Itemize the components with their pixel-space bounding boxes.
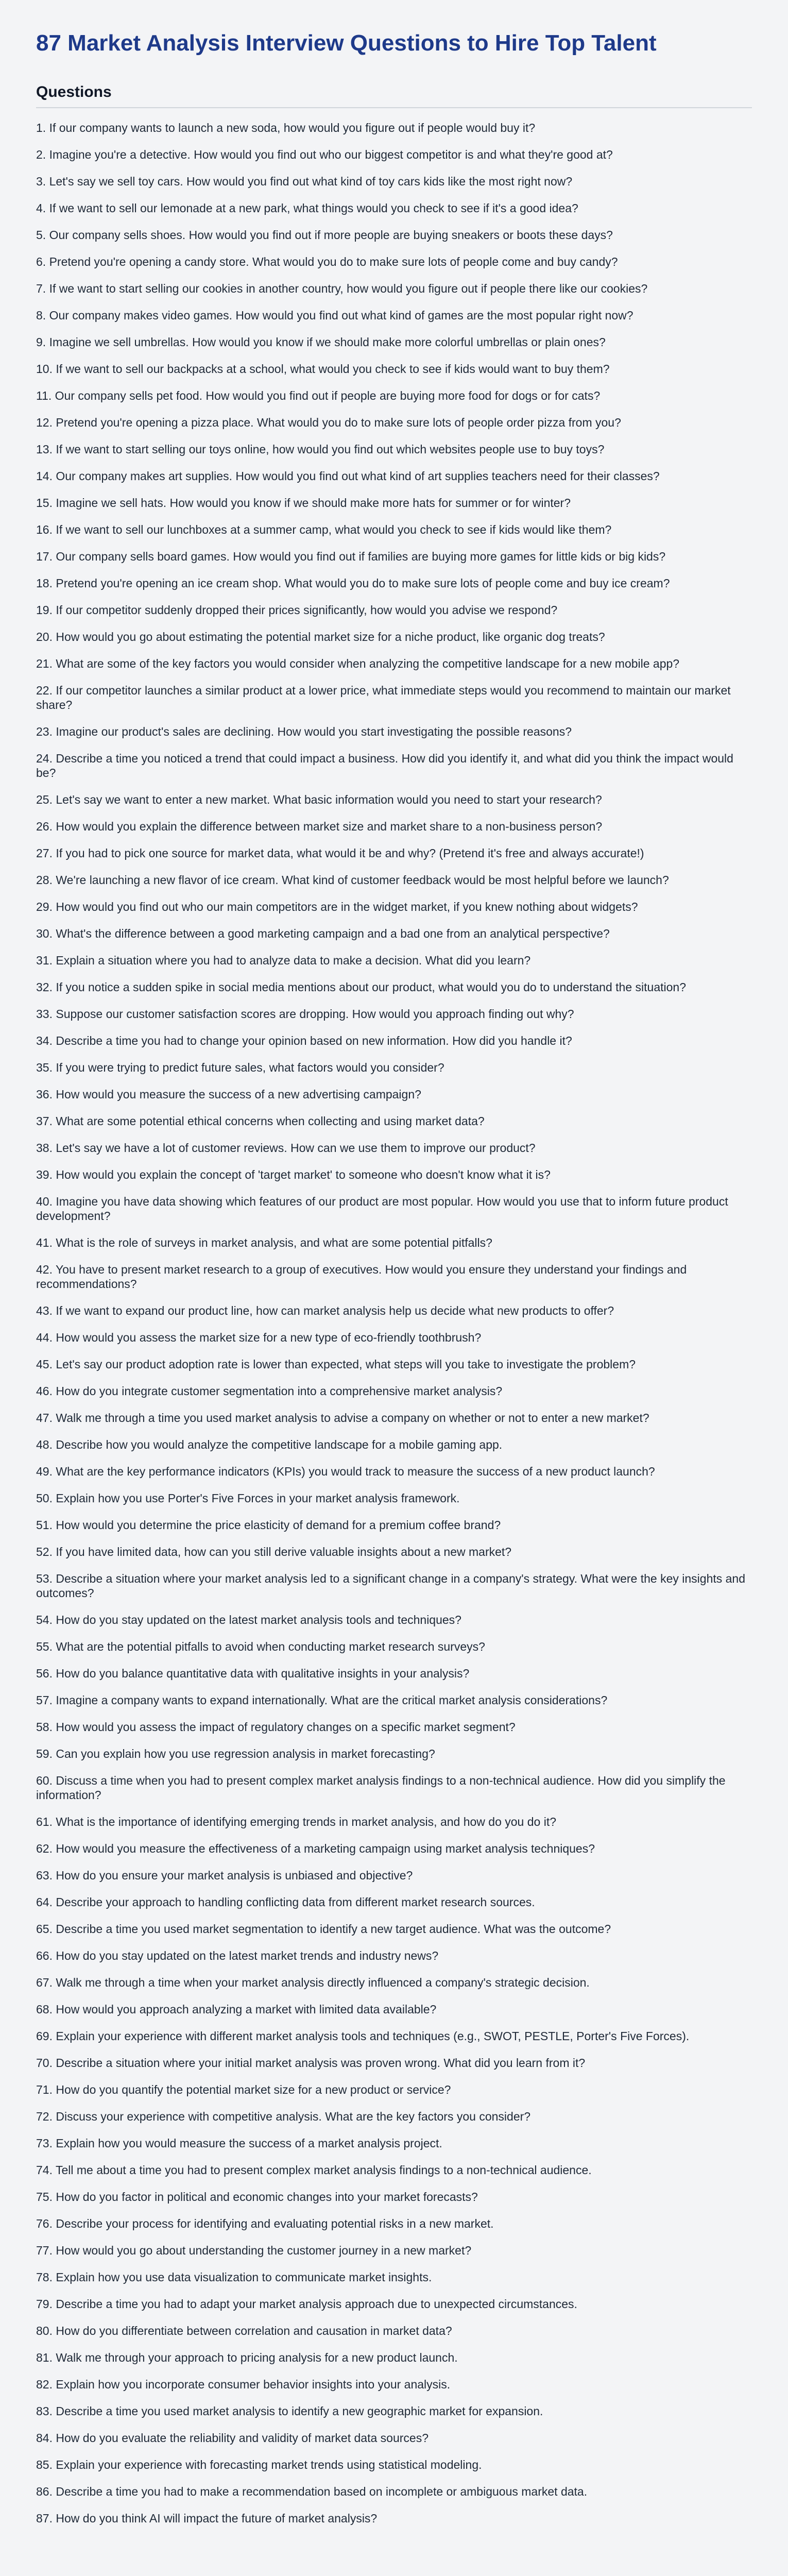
question-text: Our company sells pet food. How would you find out if people are buying more food for dogs or for cats? bbox=[55, 389, 601, 402]
question-number: 18. bbox=[36, 577, 56, 590]
question-item bbox=[36, 522, 752, 537]
question-item bbox=[36, 1545, 752, 1559]
question-number: 15. bbox=[36, 496, 56, 510]
question-number: 64. bbox=[36, 1895, 56, 1909]
question-item bbox=[36, 1007, 752, 1021]
question-item bbox=[36, 1167, 752, 1182]
question-number: 35. bbox=[36, 1061, 56, 1074]
question-number: 85. bbox=[36, 2458, 56, 2471]
questions-list bbox=[36, 121, 752, 2526]
question-number: 86. bbox=[36, 2485, 56, 2498]
question-item bbox=[36, 496, 752, 510]
question-text: Imagine our product's sales are declining. How would you start investigating the possible reasons? bbox=[56, 725, 572, 738]
question-item bbox=[36, 1868, 752, 1883]
question-number: 61. bbox=[36, 1815, 56, 1828]
question-number: 81. bbox=[36, 2351, 56, 2364]
question-number: 70. bbox=[36, 2056, 56, 2070]
question-item bbox=[36, 1087, 752, 1101]
question-text: If our competitor launches a similar product at a lower price, what immediate steps would you recommend to maintain our market share? bbox=[36, 684, 731, 711]
question-item bbox=[36, 469, 752, 483]
question-number: 6. bbox=[36, 255, 49, 268]
question-item bbox=[36, 228, 752, 242]
question-text: Let's say we want to enter a new market. What basic information would you need to start your research? bbox=[56, 793, 602, 806]
question-item bbox=[36, 1262, 752, 1291]
question-item bbox=[36, 1948, 752, 1963]
question-item bbox=[36, 1464, 752, 1479]
question-item bbox=[36, 953, 752, 968]
question-text: If our competitor suddenly dropped their prices significantly, how would you advise we respond? bbox=[56, 603, 558, 617]
question-number: 23. bbox=[36, 725, 56, 738]
question-number: 73. bbox=[36, 2137, 56, 2150]
question-number: 55. bbox=[36, 1640, 56, 1653]
question-number: 56. bbox=[36, 1667, 56, 1680]
question-number: 57. bbox=[36, 1693, 56, 1707]
question-item bbox=[36, 201, 752, 215]
question-number: 38. bbox=[36, 1141, 56, 1155]
question-number: 43. bbox=[36, 1304, 56, 1317]
question-number: 67. bbox=[36, 1976, 56, 1989]
question-item bbox=[36, 980, 752, 994]
question-number: 2. bbox=[36, 148, 49, 161]
question-number: 83. bbox=[36, 2404, 56, 2418]
question-item bbox=[36, 147, 752, 162]
question-number: 25. bbox=[36, 793, 56, 806]
question-text: If we want to sell our lunchboxes at a summer camp, what would you check to see if kids would like them? bbox=[56, 523, 612, 536]
question-number: 82. bbox=[36, 2378, 56, 2391]
question-item bbox=[36, 751, 752, 780]
question-number: 45. bbox=[36, 1358, 56, 1371]
question-number: 50. bbox=[36, 1492, 56, 1505]
question-item bbox=[36, 724, 752, 739]
question-number: 13. bbox=[36, 443, 56, 456]
question-item bbox=[36, 1815, 752, 1829]
question-item bbox=[36, 549, 752, 564]
question-number: 60. bbox=[36, 1774, 56, 1787]
question-item bbox=[36, 1033, 752, 1048]
question-text: Let's say we sell toy cars. How would you find out what kind of toy cars kids like the most right now? bbox=[49, 175, 573, 188]
question-text: If we want to expand our product line, how can market analysis help us decide what new products to offer? bbox=[56, 1304, 614, 1317]
question-number: 76. bbox=[36, 2217, 56, 2230]
question-text: How do you differentiate between correlation and causation in market data? bbox=[56, 2324, 452, 2337]
question-number: 3. bbox=[36, 175, 49, 188]
question-item bbox=[36, 1693, 752, 1707]
question-item bbox=[36, 415, 752, 430]
question-item bbox=[36, 603, 752, 617]
question-item bbox=[36, 1841, 752, 1856]
question-item bbox=[36, 683, 752, 712]
question-item bbox=[36, 1114, 752, 1128]
question-text: Let's say our product adoption rate is lower than expected, what steps will you take to investigate the problem? bbox=[56, 1358, 636, 1371]
question-text: Imagine you have data showing which features of our product are most popular. How would you use that to inform future product development? bbox=[36, 1195, 728, 1223]
question-number: 53. bbox=[36, 1572, 56, 1585]
question-number: 17. bbox=[36, 550, 56, 563]
question-text: How do you balance quantitative data with qualitative insights in your analysis? bbox=[56, 1667, 470, 1680]
question-text: What are the potential pitfalls to avoid when conducting market research surveys? bbox=[56, 1640, 485, 1653]
question-text: Walk me through a time you used market analysis to advise a company on whether or not to enter a new market? bbox=[56, 1411, 649, 1425]
question-text: Describe your process for identifying and evaluating potential risks in a new market. bbox=[56, 2217, 494, 2230]
question-item bbox=[36, 1060, 752, 1075]
question-text: What is the importance of identifying emerging trends in market analysis, and how do you do it? bbox=[56, 1815, 557, 1828]
question-number: 46. bbox=[36, 1384, 56, 1398]
question-number: 65. bbox=[36, 1922, 56, 1936]
question-number: 79. bbox=[36, 2297, 56, 2311]
question-item bbox=[36, 1330, 752, 1345]
question-text: What are the key performance indicators (KPIs) you would track to measure the success of a new product launch? bbox=[56, 1465, 655, 1478]
question-number: 71. bbox=[36, 2083, 56, 2096]
question-text: What are some potential ethical concerns when collecting and using market data? bbox=[56, 1114, 485, 1128]
question-text: How would you find out who our main competitors are in the widget market, if you knew nothing about widgets? bbox=[56, 900, 638, 913]
question-item bbox=[36, 1720, 752, 1734]
question-text: Explain how you would measure the success of a market analysis project. bbox=[56, 2137, 442, 2150]
question-text: Describe a time you had to change your opinion based on new information. How did you handle it? bbox=[56, 1034, 572, 1047]
question-text: How would you assess the market size for a new type of eco-friendly toothbrush? bbox=[56, 1331, 482, 1344]
question-text: Tell me about a time you had to present complex market analysis findings to a non-technical audience. bbox=[55, 2163, 592, 2177]
question-item bbox=[36, 576, 752, 590]
question-text: Imagine you're a detective. How would you find out who our biggest competitor is and what they're good at? bbox=[49, 148, 613, 161]
question-item bbox=[36, 1666, 752, 1681]
question-number: 1. bbox=[36, 121, 49, 134]
question-item bbox=[36, 2511, 752, 2526]
question-item bbox=[36, 900, 752, 914]
question-text: Describe a time you had to adapt your market analysis approach due to unexpected circumstances. bbox=[56, 2297, 577, 2311]
question-number: 66. bbox=[36, 1949, 56, 1962]
question-text: How would you explain the concept of 'target market' to someone who doesn't know what it is? bbox=[56, 1168, 551, 1181]
question-number: 63. bbox=[36, 1869, 56, 1882]
question-text: How would you approach analyzing a market with limited data available? bbox=[56, 2003, 437, 2016]
question-item bbox=[36, 2270, 752, 2284]
question-text: Explain your experience with different market analysis tools and techniques (e.g., SWOT, PESTLE, Porter's Five Forces). bbox=[56, 2029, 690, 2043]
question-number: 52. bbox=[36, 1545, 56, 1558]
question-number: 14. bbox=[36, 469, 56, 483]
question-number: 69. bbox=[36, 2029, 56, 2043]
question-item bbox=[36, 2404, 752, 2418]
question-number: 9. bbox=[36, 335, 49, 349]
question-text: How do you ensure your market analysis is unbiased and objective? bbox=[56, 1869, 413, 1882]
question-item bbox=[36, 2350, 752, 2365]
question-text: What are some of the key factors you would consider when analyzing the competitive landscape for a new mobile app? bbox=[56, 657, 680, 670]
question-item bbox=[36, 2484, 752, 2499]
question-text: What's the difference between a good marketing campaign and a bad one from an analytical perspective? bbox=[56, 927, 610, 940]
question-text: Describe a time you used market segmentation to identify a new target audience. What was the outcome? bbox=[56, 1922, 611, 1936]
question-item bbox=[36, 1773, 752, 1802]
question-text: Imagine we sell umbrellas. How would you know if we should make more colorful umbrellas or plain ones? bbox=[49, 335, 606, 349]
question-item bbox=[36, 362, 752, 376]
question-text: If we want to sell our backpacks at a school, what would you check to see if kids would want to buy them? bbox=[56, 362, 610, 376]
question-item bbox=[36, 1747, 752, 1761]
question-number: 47. bbox=[36, 1411, 56, 1425]
question-item bbox=[36, 2216, 752, 2231]
question-item bbox=[36, 2056, 752, 2070]
question-number: 34. bbox=[36, 1034, 56, 1047]
question-text: How would you determine the price elasticity of demand for a premium coffee brand? bbox=[56, 1518, 501, 1532]
question-item bbox=[36, 873, 752, 887]
question-text: Pretend you're opening a pizza place. What would you do to make sure lots of people order pizza from you? bbox=[56, 416, 621, 429]
question-number: 22. bbox=[36, 684, 56, 697]
question-number: 51. bbox=[36, 1518, 56, 1532]
question-text: If we want to start selling our cookies in another country, how would you figure out if people there like our cookies? bbox=[49, 282, 648, 295]
question-item bbox=[36, 1895, 752, 1909]
question-item bbox=[36, 792, 752, 807]
question-text: Explain how you incorporate consumer behavior insights into your analysis. bbox=[56, 2378, 451, 2391]
question-text: Discuss your experience with competitive analysis. What are the key factors you consider? bbox=[56, 2110, 531, 2123]
question-number: 19. bbox=[36, 603, 56, 617]
question-number: 20. bbox=[36, 630, 56, 643]
question-item bbox=[36, 388, 752, 403]
question-item bbox=[36, 335, 752, 349]
section-header-questions: Questions bbox=[36, 83, 112, 100]
question-number: 8. bbox=[36, 309, 49, 322]
question-text: Our company makes video games. How would you find out what kind of games are the most popular right now? bbox=[49, 309, 633, 322]
question-item bbox=[36, 1235, 752, 1250]
question-number: 48. bbox=[36, 1438, 56, 1451]
question-item bbox=[36, 630, 752, 644]
question-number: 36. bbox=[36, 1088, 56, 1101]
question-item bbox=[36, 2377, 752, 2392]
question-text: If we want to start selling our toys online, how would you find out which websites people use to buy toys? bbox=[56, 443, 605, 456]
question-number: 37. bbox=[36, 1114, 56, 1128]
question-text: How would you go about understanding the customer journey in a new market? bbox=[56, 2244, 472, 2257]
question-text: How would you explain the difference between market size and market share to a non-business person? bbox=[56, 820, 603, 833]
question-text: Our company sells shoes. How would you find out if more people are buying sneakers or boots these days? bbox=[49, 228, 613, 242]
question-item bbox=[36, 1491, 752, 1505]
question-text: Explain your experience with forecasting market trends using statistical modeling. bbox=[56, 2458, 482, 2471]
question-item bbox=[36, 2297, 752, 2311]
question-item bbox=[36, 1975, 752, 1990]
question-text: How do you stay updated on the latest market trends and industry news? bbox=[56, 1949, 439, 1962]
question-number: 72. bbox=[36, 2110, 56, 2123]
question-text: How would you measure the effectiveness of a marketing campaign using market analysis techniques? bbox=[56, 1842, 595, 1855]
question-item bbox=[36, 281, 752, 296]
question-item bbox=[36, 2109, 752, 2124]
question-item bbox=[36, 2136, 752, 2150]
question-text: Our company sells board games. How would you find out if families are buying more games for little kids or big kids? bbox=[56, 550, 666, 563]
question-item bbox=[36, 255, 752, 269]
question-number: 26. bbox=[36, 820, 56, 833]
question-item bbox=[36, 442, 752, 456]
question-number: 49. bbox=[36, 1465, 56, 1478]
question-text: Describe a situation where your initial market analysis was proven wrong. What did you learn from it? bbox=[56, 2056, 586, 2070]
question-item bbox=[36, 846, 752, 860]
question-item bbox=[36, 308, 752, 323]
question-number: 54. bbox=[36, 1613, 56, 1626]
question-number: 31. bbox=[36, 954, 56, 967]
question-number: 16. bbox=[36, 523, 56, 536]
question-text: How do you factor in political and economic changes into your market forecasts? bbox=[56, 2190, 478, 2204]
question-number: 42. bbox=[36, 1263, 56, 1276]
question-number: 62. bbox=[36, 1842, 56, 1855]
question-number: 33. bbox=[36, 1007, 56, 1021]
question-item bbox=[36, 1437, 752, 1452]
question-text: How would you measure the success of a new advertising campaign? bbox=[56, 1088, 421, 1101]
question-item bbox=[36, 1357, 752, 1371]
question-text: Let's say we have a lot of customer reviews. How can we use them to improve our product? bbox=[56, 1141, 536, 1155]
question-item bbox=[36, 926, 752, 941]
question-item bbox=[36, 2002, 752, 2016]
question-number: 68. bbox=[36, 2003, 56, 2016]
question-number: 12. bbox=[36, 416, 56, 429]
question-text: Explain how you use data visualization to communicate market insights. bbox=[56, 2270, 432, 2284]
question-number: 24. bbox=[36, 752, 56, 765]
question-text: If our company wants to launch a new soda, how would you figure out if people would buy it? bbox=[49, 121, 536, 134]
question-item bbox=[36, 2190, 752, 2204]
question-text: Describe a time you used market analysis to identify a new geographic market for expansion. bbox=[56, 2404, 543, 2418]
question-text: Describe a time you had to make a recommendation based on incomplete or ambiguous market data. bbox=[56, 2485, 588, 2498]
question-text: Walk me through your approach to pricing analysis for a new product launch. bbox=[56, 2351, 458, 2364]
question-text: How would you go about estimating the potential market size for a niche product, like organic dog treats? bbox=[56, 630, 605, 643]
question-item bbox=[36, 1303, 752, 1318]
question-item bbox=[36, 2029, 752, 2043]
question-number: 7. bbox=[36, 282, 49, 295]
question-number: 5. bbox=[36, 228, 49, 242]
question-text: Our company makes art supplies. How would you find out what kind of art supplies teachers need for their classes? bbox=[56, 469, 660, 483]
question-text: Pretend you're opening an ice cream shop. What would you do to make sure lots of people come and buy ice cream? bbox=[56, 577, 670, 590]
question-number: 44. bbox=[36, 1331, 56, 1344]
question-text: If you notice a sudden spike in social media mentions about our product, what would you do to understand the situation? bbox=[56, 980, 686, 994]
question-text: Pretend you're opening a candy store. What would you do to make sure lots of people come and buy candy? bbox=[49, 255, 618, 268]
question-text: Imagine we sell hats. How would you know if we should make more hats for summer or for winter? bbox=[56, 496, 571, 510]
question-item bbox=[36, 121, 752, 135]
question-number: 74. bbox=[36, 2163, 56, 2177]
question-item bbox=[36, 174, 752, 189]
question-number: 32. bbox=[36, 980, 56, 994]
question-number: 29. bbox=[36, 900, 56, 913]
question-item bbox=[36, 1194, 752, 1223]
question-item bbox=[36, 2431, 752, 2445]
question-number: 77. bbox=[36, 2244, 56, 2257]
question-text: Discuss a time when you had to present complex market analysis findings to a non-technical audience. How did you simplify the information? bbox=[36, 1774, 726, 1802]
question-text: Describe your approach to handling conflicting data from different market research sources. bbox=[56, 1895, 535, 1909]
question-item bbox=[36, 656, 752, 671]
question-item bbox=[36, 2163, 752, 2177]
question-item bbox=[36, 2324, 752, 2338]
question-number: 4. bbox=[36, 201, 49, 215]
question-number: 28. bbox=[36, 873, 56, 887]
question-item bbox=[36, 2243, 752, 2258]
question-number: 87. bbox=[36, 2512, 56, 2525]
question-text: How would you assess the impact of regulatory changes on a specific market segment? bbox=[56, 1720, 516, 1734]
question-text: Suppose our customer satisfaction scores are dropping. How would you approach finding out why? bbox=[56, 1007, 574, 1021]
question-text: Walk me through a time when your market analysis directly influenced a company's strategic decision. bbox=[56, 1976, 590, 1989]
question-number: 40. bbox=[36, 1195, 56, 1208]
question-text: How do you evaluate the reliability and validity of market data sources? bbox=[56, 2431, 429, 2445]
question-item bbox=[36, 1518, 752, 1532]
question-text: Describe how you would analyze the competitive landscape for a mobile gaming app. bbox=[56, 1438, 503, 1451]
question-item bbox=[36, 1411, 752, 1425]
question-text: If we want to sell our lemonade at a new park, what things would you check to see if it's a good idea? bbox=[49, 201, 578, 215]
question-text: Explain a situation where you had to analyze data to make a decision. What did you learn? bbox=[56, 954, 531, 967]
question-item bbox=[36, 1571, 752, 1600]
question-number: 21. bbox=[36, 657, 56, 670]
question-text: We're launching a new flavor of ice cream. What kind of customer feedback would be most helpful before we launch? bbox=[56, 873, 669, 887]
question-text: If you were trying to predict future sales, what factors would you consider? bbox=[56, 1061, 444, 1074]
page-title: 87 Market Analysis Interview Questions to Hire Top Talent bbox=[36, 30, 657, 56]
question-text: How do you stay updated on the latest market analysis tools and techniques? bbox=[56, 1613, 461, 1626]
question-text: How do you think AI will impact the future of market analysis? bbox=[56, 2512, 378, 2525]
question-number: 80. bbox=[36, 2324, 56, 2337]
question-text: What is the role of surveys in market analysis, and what are some potential pitfalls? bbox=[56, 1236, 492, 1249]
question-text: Describe a time you noticed a trend that could impact a business. How did you identify it, and what did you think the impact would be? bbox=[36, 752, 733, 779]
question-number: 59. bbox=[36, 1747, 56, 1760]
question-text: If you had to pick one source for market data, what would it be and why? (Pretend it's free and always accurate!) bbox=[56, 846, 644, 860]
question-text: Explain how you use Porter's Five Forces in your market analysis framework. bbox=[56, 1492, 460, 1505]
question-number: 78. bbox=[36, 2270, 56, 2284]
question-text: How do you integrate customer segmentation into a comprehensive market analysis? bbox=[56, 1384, 503, 1398]
question-number: 84. bbox=[36, 2431, 56, 2445]
question-item bbox=[36, 1141, 752, 1155]
question-number: 10. bbox=[36, 362, 56, 376]
question-item bbox=[36, 819, 752, 834]
question-number: 30. bbox=[36, 927, 56, 940]
question-item bbox=[36, 1384, 752, 1398]
question-text: Describe a situation where your market analysis led to a significant change in a company's strategy. What were the key insights and outcomes? bbox=[36, 1572, 746, 1600]
section-divider bbox=[36, 107, 752, 108]
question-item bbox=[36, 2082, 752, 2097]
question-number: 75. bbox=[36, 2190, 56, 2204]
question-text: You have to present market research to a group of executives. How would you ensure they understand your findings and recommendations? bbox=[36, 1263, 687, 1291]
question-item bbox=[36, 1922, 752, 1936]
question-text: If you have limited data, how can you still derive valuable insights about a new market? bbox=[56, 1545, 512, 1558]
question-item bbox=[36, 1639, 752, 1654]
question-number: 58. bbox=[36, 1720, 56, 1734]
question-number: 41. bbox=[36, 1236, 56, 1249]
question-text: Can you explain how you use regression analysis in market forecasting? bbox=[56, 1747, 435, 1760]
question-item bbox=[36, 2458, 752, 2472]
question-number: 11. bbox=[36, 389, 55, 402]
question-text: How do you quantify the potential market size for a new product or service? bbox=[56, 2083, 451, 2096]
question-item bbox=[36, 1613, 752, 1627]
question-text: Imagine a company wants to expand internationally. What are the critical market analysis considerations? bbox=[56, 1693, 608, 1707]
question-number: 27. bbox=[36, 846, 56, 860]
question-number: 39. bbox=[36, 1168, 56, 1181]
